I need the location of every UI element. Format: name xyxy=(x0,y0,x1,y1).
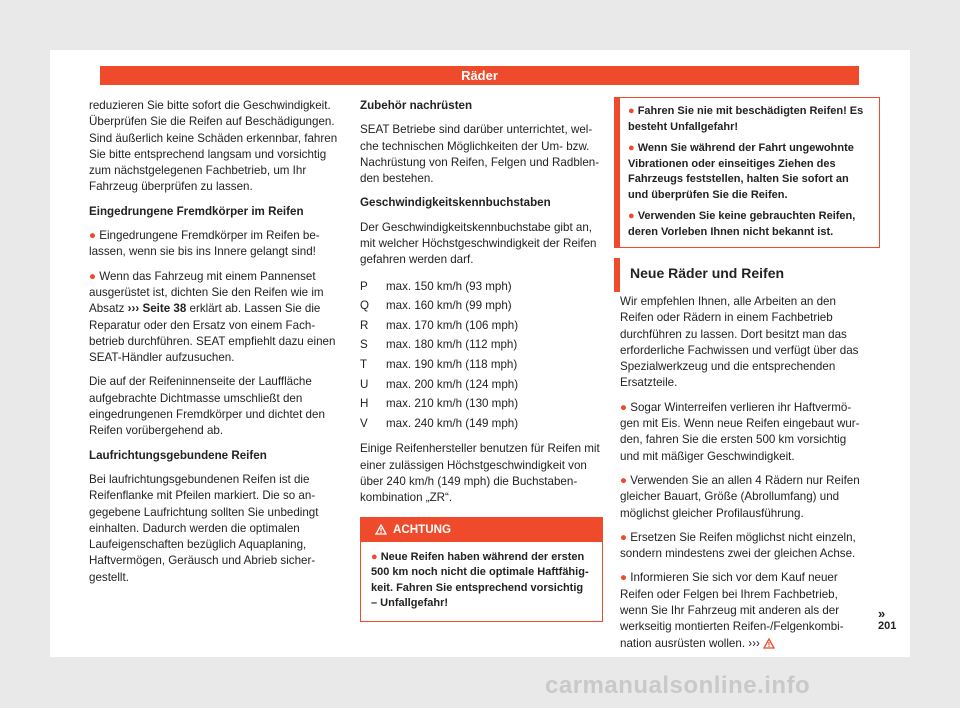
bullet-item: ● Sogar Winterreifen verlieren ihr Haftvermögen mit Eis. Wenn neue Reifen eingebaut wurden, fahren Sie die ersten 500 km vorsichtig und mit mäßiger Geschwindigkeit. xyxy=(620,400,860,463)
bullet-dot-icon: ● xyxy=(620,571,631,585)
speed-code: V xyxy=(360,416,368,430)
speed-code: P xyxy=(360,279,368,293)
intro-paragraph: reduzieren Sie bitte sofort die Geschwindigkeit. Überprüfen Sie die Reifen auf Beschädigungen. Sind äußerlich keine Schäden erkennbar, fahren Sie bitte entsprechend langsam und vorsichtig zum nächstgelegenen Fachbetrieb, um Ihr Fahrzeug überprüfen zu lassen. xyxy=(89,99,338,194)
speed-value: max. 170 km/h (106 mph) xyxy=(386,318,519,332)
bullet-dot-icon: ● xyxy=(371,550,381,563)
speed-code: T xyxy=(360,358,368,372)
speed-row xyxy=(360,316,603,336)
info-bullet: ● Wenn Sie während der Fahrt ungewohnte Vibrationen oder einseitiges Ziehen des Fahrzeugs feststellen, halten Sie sofort an und überprüfen Sie die Reifen. xyxy=(628,142,854,201)
bullet-item: ● Verwenden Sie an allen 4 Rädern nur Reifen gleicher Bauart, Größe (Abrollumfang) und möglichst gleicher Profilausführung. xyxy=(620,473,860,520)
speed-value: max. 240 km/h (149 mph) xyxy=(386,416,519,430)
heading-accessories: Zubehör nachrüsten xyxy=(360,99,473,112)
info-warning-box xyxy=(614,97,880,248)
speed-code: U xyxy=(360,377,369,391)
bullet-item: ● Eingedrungene Fremdkörper im Reifen belassen, wenn sie bis ins Innere gelangt sind! xyxy=(89,229,320,259)
paragraph: SEAT Betriebe sind darüber unterrichtet, welche technischen Möglichkeiten der Um- bzw. Nachrüstung von Reifen, Felgen und Radblenden bestehen. xyxy=(360,123,600,186)
bullet-dot-icon: ● xyxy=(89,229,100,243)
speed-row xyxy=(360,296,603,316)
section-title: Neue Räder und Reifen xyxy=(614,258,857,292)
speed-row xyxy=(360,277,603,297)
warning-header xyxy=(361,518,602,542)
bullet-dot-icon: ● xyxy=(628,210,638,222)
speed-row xyxy=(360,414,603,434)
warning-triangle-icon xyxy=(375,524,387,535)
speed-value: max. 210 km/h (130 mph) xyxy=(386,397,519,411)
speed-code: R xyxy=(360,318,369,332)
column-2 xyxy=(360,98,603,622)
speed-row xyxy=(360,355,603,375)
warning-box xyxy=(360,517,603,622)
speed-value: max. 150 km/h (93 mph) xyxy=(386,279,512,293)
speed-code: H xyxy=(360,397,369,411)
page-header: Räder xyxy=(100,66,859,85)
warning-title: ACHTUNG xyxy=(393,522,451,536)
speed-value: max. 200 km/h (124 mph) xyxy=(386,377,519,391)
page-number: 201 xyxy=(878,620,897,632)
warning-body: ● Neue Reifen haben während der ersten 500 km noch nicht die optimale Haftfähigkeit. Fahren Sie entsprechend vorsichtig – Unfallgefahr! xyxy=(371,550,589,610)
paragraph: Bei laufrichtungsgebundenen Reifen ist die Reifenflanke mit Pfeilen markiert. Die so angegebene Laufrichtung sollten Sie unbedingt einhalten. Dadurch werden die optimalen Laufeigenschaften bezüglich Aquaplaning, Haftvermögen, Geräusch und Abrieb sichergestellt. xyxy=(89,472,319,584)
bullet-dot-icon: ● xyxy=(620,400,631,414)
page-reference-link[interactable]: ››› Seite 38 xyxy=(127,302,187,316)
column-1 xyxy=(89,98,342,594)
heading-directional-tyres: Laufrichtungsgebundene Reifen xyxy=(89,448,267,462)
info-bullet: ● Verwenden Sie keine gebrauchten Reifen, deren Vorleben Ihnen nicht bekannt ist. xyxy=(628,210,856,238)
paragraph: Einige Reifenhersteller benutzen für Reifen mit einer zulässigen Höchstgeschwindigkeit von über 240 km/h (149 mph) die Buchstabenkombination „ZR“. xyxy=(360,442,600,505)
heading-foreign-objects: Eingedrungene Fremdkörper im Reifen xyxy=(89,204,304,218)
watermark: carmanualsonline.info xyxy=(545,672,811,699)
column-3-body xyxy=(620,294,862,660)
continue-arrow-icon: » xyxy=(878,606,886,621)
heading-speed-index: Geschwindigkeitskennbuchstaben xyxy=(360,196,551,210)
bullet-dot-icon: ● xyxy=(89,269,100,283)
speed-code: Q xyxy=(360,299,370,313)
speed-index-table xyxy=(360,277,603,434)
speed-row xyxy=(360,335,603,355)
paragraph: Die auf der Reifeninnenseite der Lauffläche aufgebrachte Dichtmasse umschließt den eingedrungenen Fremdkörper und dichtet den Reifen vorübergehend ab. xyxy=(89,375,325,438)
speed-value: max. 190 km/h (118 mph) xyxy=(386,358,518,372)
bullet-dot-icon: ● xyxy=(620,530,631,544)
bullet-item: ● Informieren Sie sich vor dem Kauf neuer Reifen oder Felgen bei Ihrem Fachbetrieb, wenn Sie Ihr Fahrzeug mit anderen als der werkseitig montierten Reifen-/Felgenkombination ausrüsten wollen. ››› xyxy=(620,571,844,650)
paragraph: Wir empfehlen Ihnen, alle Arbeiten an den Reifen oder Rädern in einem Fachbetrieb durchführen zu lassen. Dort besitzt man das erforderliche Fachwissen und verfügt über das Spezialwerkzeug und die entsprechenden Ersatzteile. xyxy=(620,295,859,390)
paragraph: Der Geschwindigkeitskennbuchstabe gibt an, mit welcher Höchstgeschwindigkeit der Reifen gefahren werden darf. xyxy=(360,220,597,267)
speed-value: max. 180 km/h (112 mph) xyxy=(386,338,518,352)
speed-row xyxy=(360,375,603,395)
speed-code: S xyxy=(360,338,368,352)
info-bullet: ● Fahren Sie nie mit beschädigten Reifen! Es besteht Unfallgefahr! xyxy=(628,105,864,133)
bullet-item: ● Ersetzen Sie Reifen möglichst nicht einzeln, sondern mindestens zwei der gleichen Achse. xyxy=(620,530,856,561)
bullet-dot-icon: ● xyxy=(628,105,638,117)
speed-row xyxy=(360,394,603,414)
bullet-dot-icon: ● xyxy=(620,473,631,487)
warning-triangle-icon[interactable] xyxy=(763,638,775,649)
bullet-dot-icon: ● xyxy=(628,142,638,154)
bullet-item: ● Wenn das Fahrzeug mit einem Pannenset ausgerüstet ist, dichten Sie den Reifen wie im Absatz ››› Seite 38 erklärt ab. Lassen Sie die Reparatur oder den Ersatz von einem Fachbetrieb durchführen. SEAT empfiehlt dazu einen SEAT-Händler aufzusuchen. xyxy=(89,269,336,365)
speed-value: max. 160 km/h (99 mph) xyxy=(386,299,512,313)
